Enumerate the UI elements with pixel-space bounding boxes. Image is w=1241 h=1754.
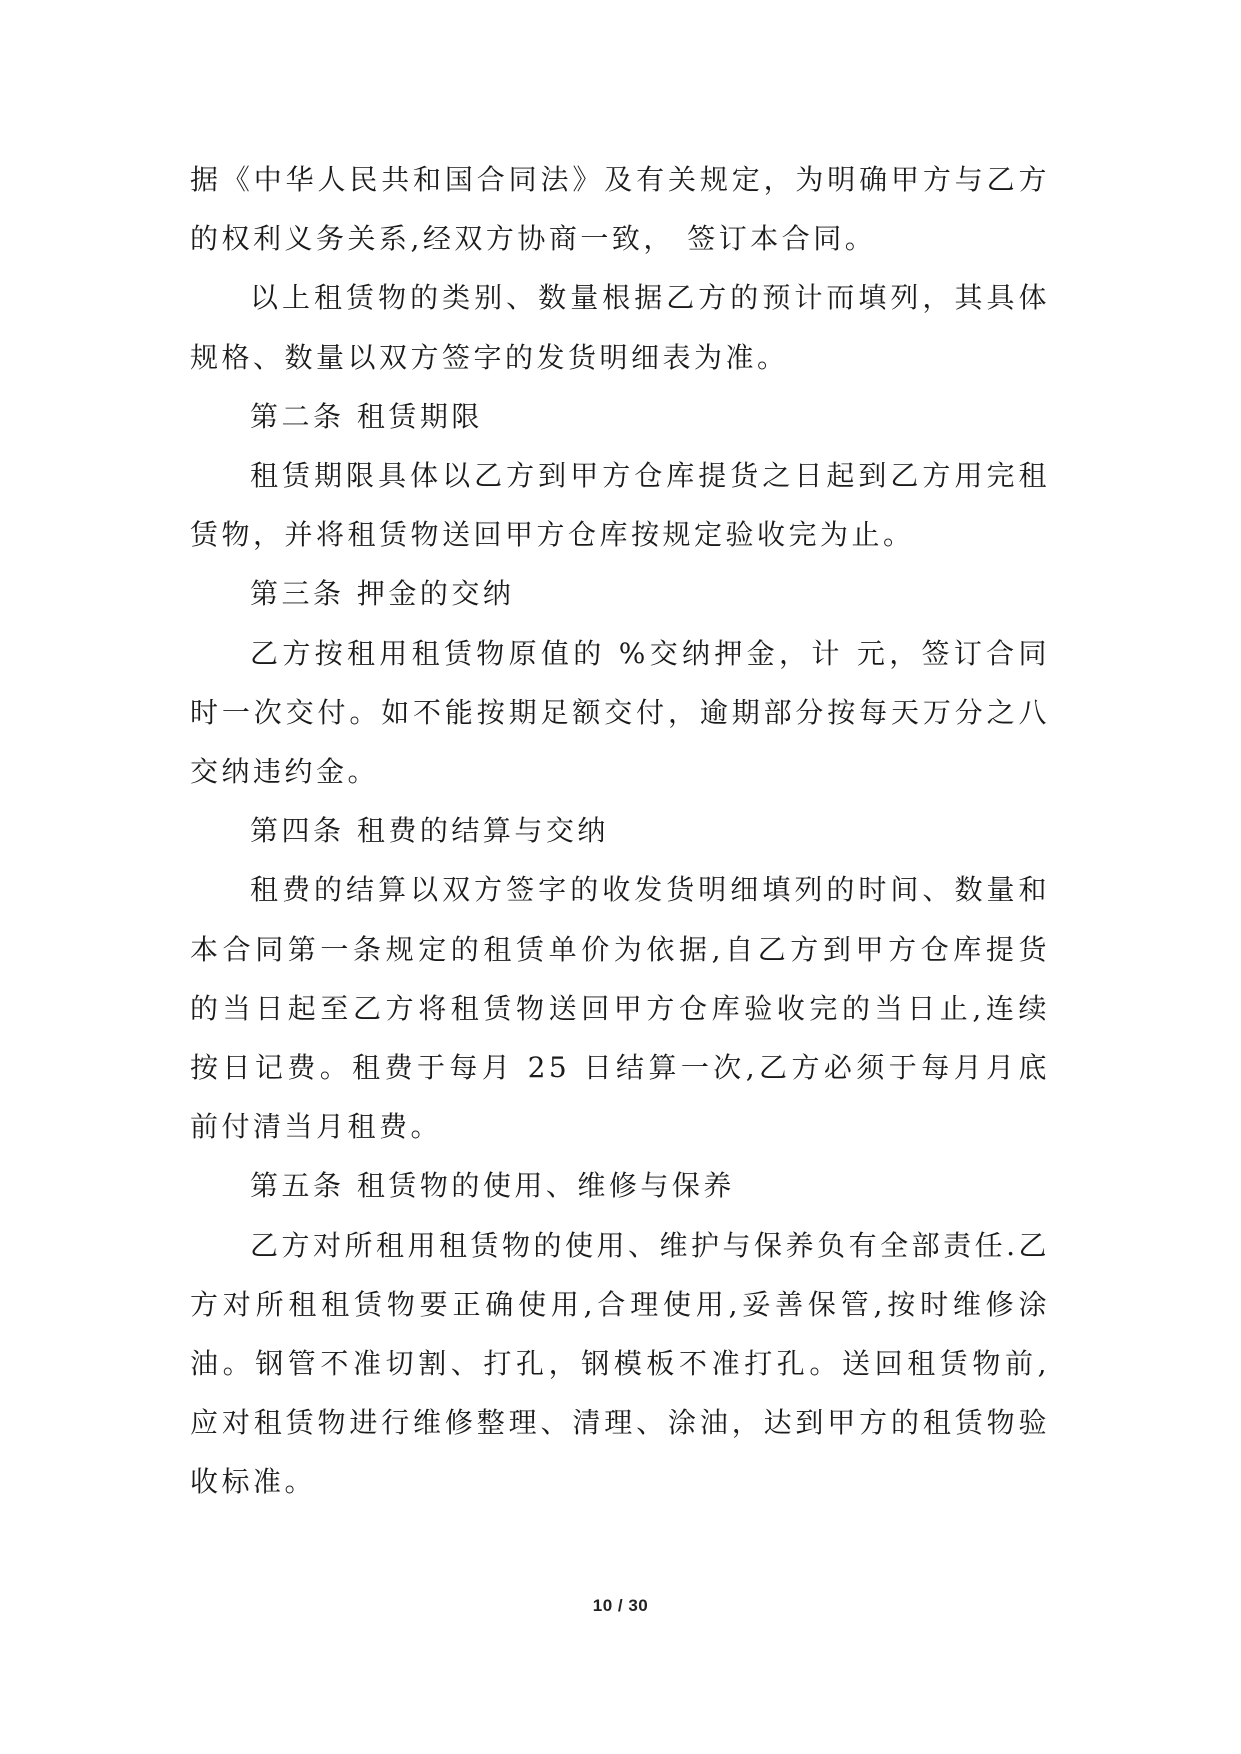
heading-article-5: 第五条 租赁物的使用、维修与保养 <box>250 1169 735 1203</box>
heading-article-3: 第三条 押金的交纳 <box>250 577 515 611</box>
paragraph-lease-items: 以上租赁物的类别、数量根据乙方的预计而填列，其具体规格、数量以双方签字的发货明细表为准。 <box>190 281 1050 374</box>
paragraph-lease-term: 租赁期限具体以乙方到甲方仓库提货之日起到乙方用完租赁物，并将租赁物送回甲方仓库按规定验收完为止。 <box>190 459 1050 552</box>
paragraph-usage-maintenance: 乙方对所租用租赁物的使用、维护与保养负有全部责任.乙方对所租租赁物要正确使用,合理使用,妥善保管,按时维修涂油。钢管不准切割、打孔，钢模板不准打孔。送回租赁物前,应对租赁物进行维修整理、清理、涂油，达到甲方的租赁物验收标准。 <box>190 1228 1050 1499</box>
paragraph-contract-basis: 据《中华人民共和国合同法》及有关规定，为明确甲方与乙方的权利义务关系,经双方协商一致， 签订本合同。 <box>190 163 1050 256</box>
document-body <box>190 150 1050 1512</box>
paragraph-deposit: 乙方按租用租赁物原值的 %交纳押金，计 元，签订合同时一次交付。如不能按期足额交付，逾期部分按每天万分之八交纳违约金。 <box>190 636 1050 789</box>
heading-article-4: 第四条 租费的结算与交纳 <box>250 814 609 848</box>
heading-article-2: 第二条 租赁期限 <box>250 399 483 433</box>
page-number: 10 / 30 <box>592 1596 649 1615</box>
paragraph-rent-settlement: 租费的结算以双方签字的收发货明细填列的时间、数量和本合同第一条规定的租赁单价为依据,自乙方到甲方仓库提货的当日起至乙方将租赁物送回甲方仓库验收完的当日止,连续按日记费。租费于每月 25 日结算一次,乙方必须于每月月底前付清当月租费。 <box>190 873 1050 1144</box>
